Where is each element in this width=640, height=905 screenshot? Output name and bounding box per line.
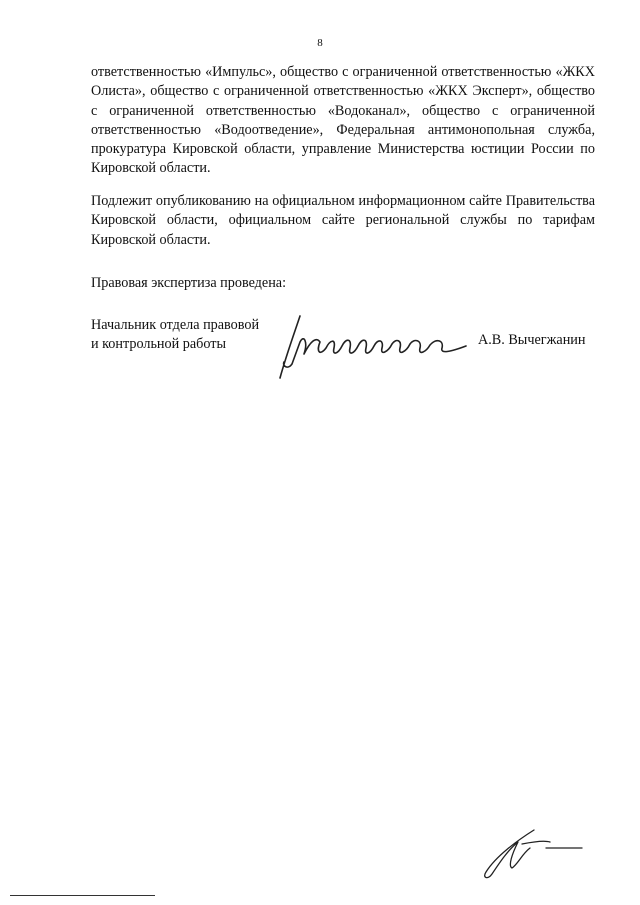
body-paragraph-recipients: ответственностью «Импульс», общество с ограниченной ответственностью «ЖКХ Олиста», общество с ограниченной ответственностью «ЖКХ Эксперт», общество с ограниченной ответственностью «Водоканал», общество с ограниченной ответственностью «Водоотведение», Федеральная антимонопольная служба, прокуратура Кировской области, управление Министерства юстиции России по Кировской области. — [91, 64, 595, 177]
footer-divider — [10, 895, 155, 896]
body-paragraph-legal-review: Правовая экспертиза проведена: — [91, 275, 287, 291]
handwritten-initials — [478, 826, 588, 882]
signatory-position — [91, 316, 259, 355]
body-paragraph-publication: Подлежит опубликованию на официальном информационном сайте Правительства Кировской области, официальном сайте региональной службы по тарифам Кировской области. — [91, 193, 595, 248]
signatory-name: А.В. Вычегжанин — [478, 332, 586, 348]
handwritten-signature — [270, 312, 470, 384]
page-number: 8 — [317, 37, 323, 49]
signatory-position-line-1: Начальник отдела правовой — [91, 317, 260, 333]
signatory-position-line-2: и контрольной работы — [91, 336, 226, 353]
